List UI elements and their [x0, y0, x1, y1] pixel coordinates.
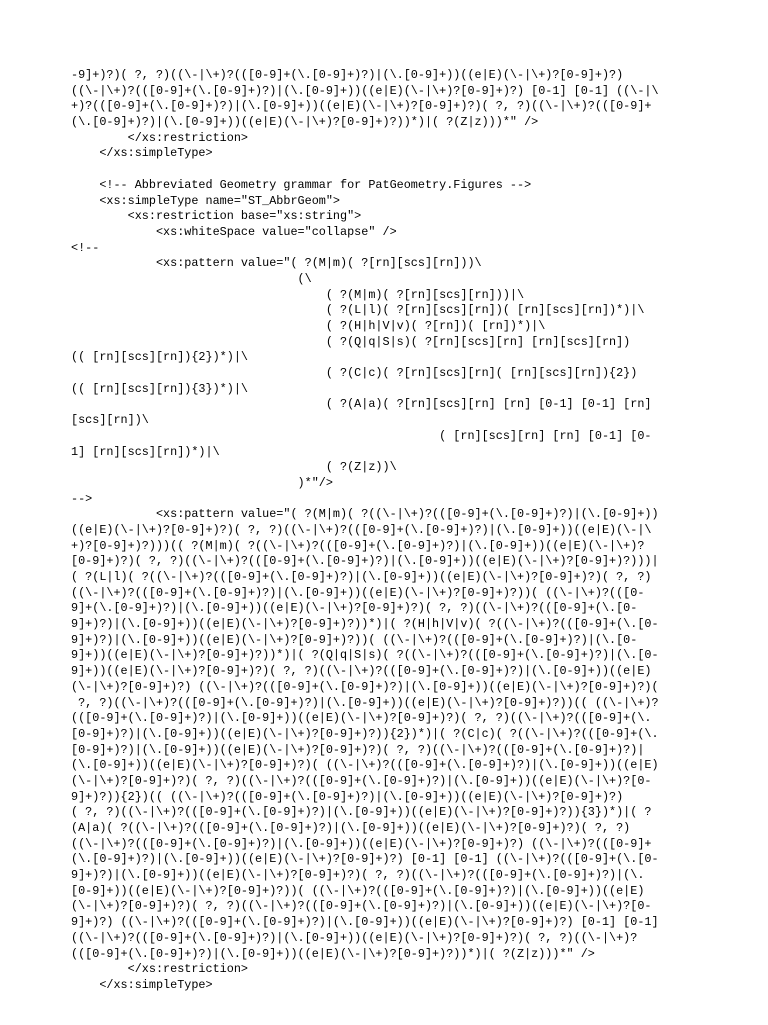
code-line: [0-9]+)?)( ?, ?)((\-|\+)?(([0-9]+(\.[0-9]+)?)|(\.[0-9]+))((e|E)(\-|\+)?[0-9]+)?)))| [71, 554, 659, 569]
code-line: </xs:simpleType> [71, 146, 213, 161]
code-line [71, 1009, 701, 1025]
code-line: ( ?(C|c)( ?[rn][scs][rn]( [rn][scs][rn]){2}) [71, 366, 638, 381]
code-line: ?, ?)((\-|\+)?(([0-9]+(\.[0-9]+)?)|(\.[0-9]+))((e|E)(\-|\+)?[0-9]+)?))(( ((\-|\+)? [71, 695, 659, 710]
code-line: -9]+)?)( ?, ?)((\-|\+)?(([0-9]+(\.[0-9]+)?)|(\.[0-9]+))((e|E)(\-|\+)?[0-9]+)?) [71, 68, 624, 82]
code-line: ( ?, ?)((\-|\+)?(([0-9]+(\.[0-9]+)?)|(\.[0-9]+))((e|E)(\-|\+)?[0-9]+)?)){3})*)|( ? [71, 805, 652, 820]
code-line: 9]+)?)|(\.[0-9]+))((e|E)(\-|\+)?[0-9]+)?))( ((\-|\+)?(([0-9]+(\.[0-9]+)?)|(\.[0- [71, 632, 638, 647]
code-line: (([0-9]+(\.[0-9]+)?)|(\.[0-9]+))((e|E)(\-|\+)?[0-9]+)?))*)|( ?(Z|z)))*" /> [71, 946, 595, 961]
code-line: ( ?(L|l)( ?((\-|\+)?(([0-9]+(\.[0-9]+)?)|(\.[0-9]+))((e|E)(\-|\+)?[0-9]+)?)( ?, ?) [71, 570, 652, 584]
code-line: 9]+))((e|E)(\-|\+)?[0-9]+)?)( ?, ?)((\-|\+)?(([0-9]+(\.[0-9]+)?)|(\.[0-9]+))((e|E) [71, 664, 652, 679]
code-line: (( [rn][scs][rn]){3})*)|\ [71, 381, 248, 396]
code-line [71, 162, 701, 178]
code-line: </xs:restriction> [71, 962, 248, 977]
code-line: (\-|\+)?[0-9]+)?)( ?, ?)((\-|\+)?(([0-9]+(\.[0-9]+)?)|(\.[0-9]+))((e|E)(\-|\+)?[0- [71, 899, 652, 914]
code-line: ((\-|\+)?(([0-9]+(\.[0-9]+)?)|(\.[0-9]+))((e|E)(\-|\+)?[0-9]+)?)( ?, ?)((\-|\+)? [71, 930, 638, 945]
code-line: 9]+)?)|(\.[0-9]+))((e|E)(\-|\+)?[0-9]+)?))*)|( ?(H|h|V|v)( ?((\-|\+)?(([0-9]+(\.[0- [71, 617, 659, 632]
code-line: (\.[0-9]+)?)|(\.[0-9]+))((e|E)(\-|\+)?[0-9]+)?))*)|( ?(Z|z)))*" /> [71, 115, 539, 130]
code-line: <xs:whiteSpace value="collapse" /> [71, 224, 397, 239]
code-line: 9]+))((e|E)(\-|\+)?[0-9]+)?))*)|( ?(Q|q|S|s)( ?((\-|\+)?(([0-9]+(\.[0-9]+)?)|(\.[0- [71, 648, 659, 663]
code-line: 9]+(\.[0-9]+)?)|(\.[0-9]+))((e|E)(\-|\+)?[0-9]+)?)( ?, ?)((\-|\+)?(([0-9]+(\.[0- [71, 601, 638, 616]
xml-schema-listing [71, 68, 701, 1025]
code-line: <!-- [71, 240, 100, 255]
code-line: (A|a)( ?((\-|\+)?(([0-9]+(\.[0-9]+)?)|(\.[0-9]+))((e|E)(\-|\+)?[0-9]+)?)( ?, ?) [71, 821, 631, 835]
code-line: 9]+)?) ((\-|\+)?(([0-9]+(\.[0-9]+)?)|(\.[0-9]+))((e|E)(\-|\+)?[0-9]+)?) [0-1] [0-1] [71, 915, 659, 930]
code-line: <xs:simpleType name="ST_AbbrGeom"> [71, 193, 341, 208]
code-line: [0-9]+)?)|(\.[0-9]+))((e|E)(\-|\+)?[0-9]+)?)){2})*)|( ?(C|c)( ?((\-|\+)?(([0-9]+(\. [71, 726, 659, 741]
code-line: [0-9]+)?)|(\.[0-9]+))((e|E)(\-|\+)?[0-9]+)?)( ?, ?)((\-|\+)?(([0-9]+(\.[0-9]+)?)| [71, 742, 645, 757]
code-line: (\.[0-9]+))((e|E)(\-|\+)?[0-9]+)?)( ((\-|\+)?(([0-9]+(\.[0-9]+)?)|(\.[0-9]+))((e|E) [71, 758, 659, 773]
code-line: [0-9]+))((e|E)(\-|\+)?[0-9]+)?))( ((\-|\+)?(([0-9]+(\.[0-9]+)?)|(\.[0-9]+))((e|E) [71, 883, 645, 898]
code-line: 1] [rn][scs][rn])*)|\ [71, 444, 220, 459]
code-line: (( [rn][scs][rn]){2})*)|\ [71, 350, 248, 365]
code-line: ((\-|\+)?(([0-9]+(\.[0-9]+)?)|(\.[0-9]+))((e|E)(\-|\+)?[0-9]+)?) [0-1] [0-1] ((\-|\ [71, 83, 659, 98]
code-line: (\-|\+)?[0-9]+)?)( ?, ?)((\-|\+)?(([0-9]+(\.[0-9]+)?)|(\.[0-9]+))((e|E)(\-|\+)?[0- [71, 773, 652, 788]
code-line: [scs][rn])\ [71, 413, 149, 428]
code-line: (\ [71, 271, 312, 286]
code-line: --> [71, 491, 93, 506]
code-line: )*"/> [71, 475, 333, 490]
code-line: 9]+)?)|(\.[0-9]+))((e|E)(\-|\+)?[0-9]+)?)( ?, ?)((\-|\+)?(([0-9]+(\.[0-9]+)?)|(\. [71, 868, 645, 883]
code-line: ( ?(Q|q|S|s)( ?[rn][scs][rn] [rn][scs][rn]) [71, 334, 631, 349]
code-line: ( ?(A|a)( ?[rn][scs][rn] [rn] [0-1] [0-1] [rn] [71, 397, 652, 412]
code-line: ( ?(Z|z))\ [71, 460, 397, 475]
code-line: (\.[0-9]+)?)|(\.[0-9]+))((e|E)(\-|\+)?[0-9]+)?) [0-1] [0-1] ((\-|\+)?(([0-9]+(\.[0- [71, 852, 659, 867]
code-line: ( [rn][scs][rn] [rn] [0-1] [0- [71, 428, 652, 443]
code-line: </xs:simpleType> [71, 977, 213, 992]
code-line: ( ?(M|m)( ?[rn][scs][rn]))|\ [71, 287, 525, 302]
code-line: ((e|E)(\-|\+)?[0-9]+)?)( ?, ?)((\-|\+)?(([0-9]+(\.[0-9]+)?)|(\.[0-9]+))((e|E)(\-|\ [71, 522, 652, 537]
code-line: <!-- Abbreviated Geometry grammar for PatGeometry.Figures --> [71, 177, 532, 192]
code-line: <xs:pattern value="( ?(M|m)( ?((\-|\+)?(([0-9]+(\.[0-9]+)?)|(\.[0-9]+)) [71, 507, 659, 522]
code-line: ((\-|\+)?(([0-9]+(\.[0-9]+)?)|(\.[0-9]+))((e|E)(\-|\+)?[0-9]+)?) ((\-|\+)?(([0-9]+ [71, 836, 652, 851]
code-line: 9]+)?)){2})(( ((\-|\+)?(([0-9]+(\.[0-9]+)?)|(\.[0-9]+))((e|E)(\-|\+)?[0-9]+)?) [71, 789, 624, 804]
code-line: </xs:restriction> [71, 130, 248, 145]
code-line: ( ?(H|h|V|v)( ?[rn])( [rn])*)|\ [71, 319, 546, 333]
code-line: <xs:restriction base="xs:string"> [71, 209, 362, 224]
code-line: <xs:pattern value="( ?(M|m)( ?[rn][scs][rn]))\ [71, 256, 482, 271]
code-line: +)?(([0-9]+(\.[0-9]+)?)|(\.[0-9]+))((e|E)(\-|\+)?[0-9]+)?)( ?, ?)((\-|\+)?(([0-9]+ [71, 99, 652, 114]
code-line: ( ?(L|l)( ?[rn][scs][rn])( [rn][scs][rn])*)|\ [71, 303, 645, 318]
code-line: (\-|\+)?[0-9]+)?) ((\-|\+)?(([0-9]+(\.[0-9]+)?)|(\.[0-9]+))((e|E)(\-|\+)?[0-9]+)?)( [71, 679, 659, 694]
code-line [71, 994, 701, 1010]
code-line: +)?[0-9]+)?)))(( ?(M|m)( ?((\-|\+)?(([0-9]+(\.[0-9]+)?)|(\.[0-9]+))((e|E)(\-|\+)? [71, 538, 645, 553]
code-line: ((\-|\+)?(([0-9]+(\.[0-9]+)?)|(\.[0-9]+))((e|E)(\-|\+)?[0-9]+)?))( ((\-|\+)?(([0- [71, 585, 645, 600]
code-line: (([0-9]+(\.[0-9]+)?)|(\.[0-9]+))((e|E)(\-|\+)?[0-9]+)?)( ?, ?)((\-|\+)?(([0-9]+(\. [71, 711, 652, 726]
